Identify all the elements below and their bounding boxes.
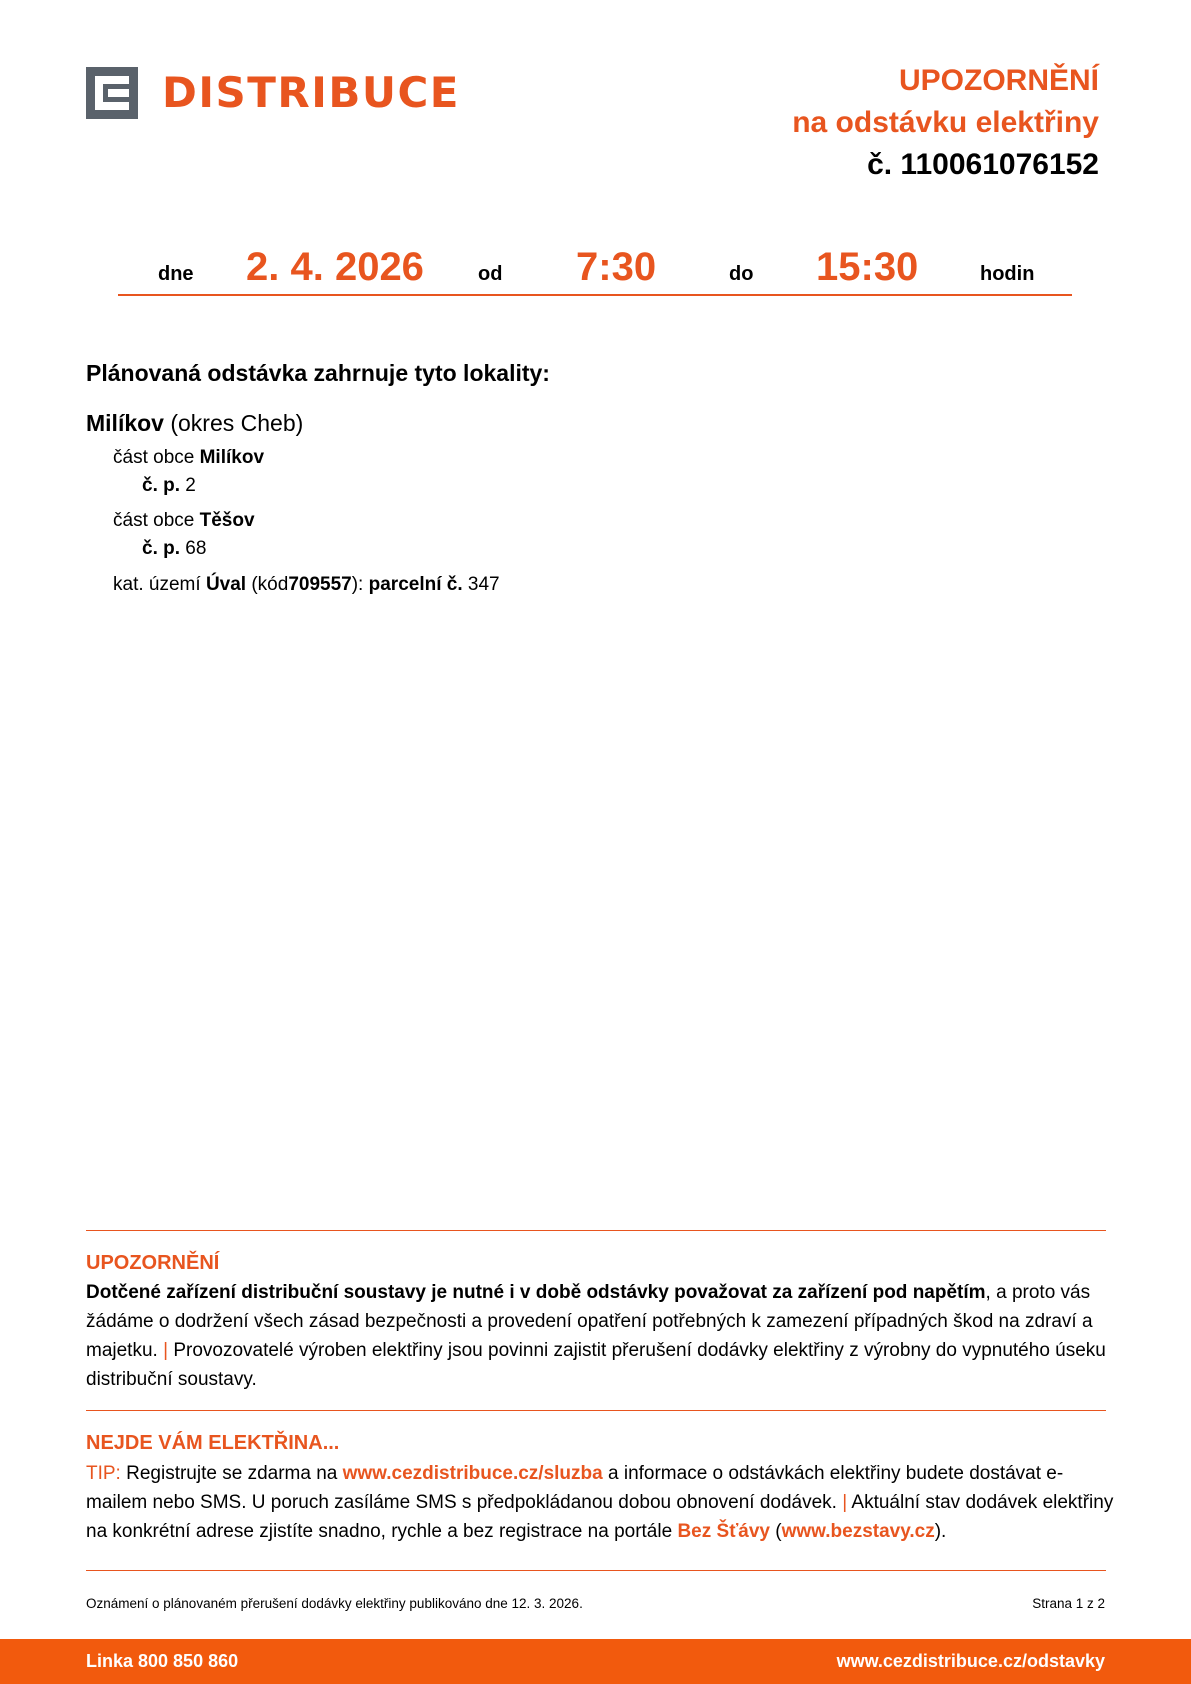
help-text: Registrujte se zdarma na	[126, 1463, 338, 1484]
town-line	[86, 410, 303, 437]
cp-label: č. p.	[142, 475, 181, 496]
company-logo	[86, 67, 460, 119]
notice-number: č. 110061076152	[867, 148, 1099, 181]
separator: |	[842, 1492, 848, 1513]
locations-heading: Plánovaná odstávka zahrnuje tyto lokality:	[86, 360, 550, 386]
town-name: Milíkov	[86, 410, 164, 436]
code-open: (kód	[251, 574, 289, 595]
cadastral-line	[113, 574, 500, 596]
outage-date: 2. 4. 2026	[246, 245, 424, 289]
warning-text: , a proto vás žádáme o dodržení všech zásad bezpečnosti a provedení opatření potřebných k zamezení případných škod na zdraví a majetku.	[86, 1282, 1093, 1361]
parcel-label: parcelní č.	[368, 574, 463, 595]
footer-bar	[0, 1639, 1191, 1684]
paren-close: ).	[934, 1521, 947, 1542]
cez-logo-icon	[86, 67, 138, 119]
hotline: Linka 800 850 860	[86, 1651, 239, 1671]
warning-title: UPOZORNĚNÍ	[86, 1252, 220, 1274]
help-text-3: Aktuální stav dodávek elektřiny na konkrétní adrese zjistíte snadno, rychle a bez registrace na portále	[86, 1492, 1114, 1542]
warning-text-2: Provozovatelé výroben elektřiny jsou povinni zajistit přerušení dodávky elektřiny z výrobny do vypnutého úseku distribuční soustavy.	[86, 1340, 1106, 1390]
cp-value: 68	[185, 538, 207, 559]
cadastral-prefix: kat. území	[113, 574, 201, 595]
from-label: od	[478, 263, 503, 285]
notice-title: UPOZORNĚNÍ	[898, 64, 1099, 97]
part-prefix: část obce	[113, 447, 195, 468]
cp-label: č. p.	[142, 538, 181, 559]
cp-value: 2	[185, 475, 196, 496]
publication-note: Oznámení o plánovaném přerušení dodávky elektřiny publikováno dne 12. 3. 2026.	[86, 1596, 583, 1611]
divider	[86, 1410, 1106, 1411]
help-body	[86, 1459, 1116, 1546]
divider	[86, 1230, 1106, 1231]
part-prefix: část obce	[113, 510, 195, 531]
tip-label: TIP:	[86, 1463, 121, 1484]
notice-subtitle: na odstávku elektřiny	[792, 106, 1099, 139]
warning-bold-text: Dotčené zařízení distribuční soustavy je nutné i v době odstávky považovat za zařízení pod napětím	[86, 1282, 986, 1303]
outages-website-link[interactable]: www.cezdistribuce.cz/odstavky	[836, 1651, 1105, 1671]
house-number-2	[142, 538, 206, 560]
outage-schedule	[118, 242, 1072, 296]
brand-name: DISTRIBUCE	[162, 68, 460, 117]
separator: |	[163, 1340, 169, 1361]
cadastral-code: 709557	[288, 574, 352, 595]
town-district: (okres Cheb)	[170, 410, 304, 436]
parcel-value: 347	[467, 574, 500, 595]
part-name: Milíkov	[199, 447, 265, 468]
code-close: ):	[351, 574, 364, 595]
cadastral-name: Úval	[205, 574, 247, 595]
help-text-2: a informace o odstávkách elektřiny budete dostávat e-mailem nebo SMS. U poruch zasíláme SMS s předpokládanou dobou obnovení dodávek.	[86, 1463, 1064, 1513]
warning-body	[86, 1278, 1116, 1394]
portal-name: Bez Šťávy	[677, 1521, 770, 1542]
bezstavy-link[interactable]: www.bezstavy.cz	[781, 1521, 935, 1542]
end-time: 15:30	[816, 245, 919, 289]
house-number-1	[142, 475, 196, 497]
paren-open: (	[775, 1521, 782, 1542]
divider	[86, 1570, 1106, 1571]
page-indicator: Strana 1 z 2	[1032, 1596, 1105, 1611]
part-of-village-2	[113, 510, 255, 532]
help-title: NEJDE VÁM ELEKTŘINA...	[86, 1432, 340, 1454]
hours-label: hodin	[980, 263, 1035, 285]
part-name: Těšov	[199, 510, 255, 531]
registration-link[interactable]: www.cezdistribuce.cz/sluzba	[342, 1463, 603, 1484]
to-label: do	[729, 263, 754, 285]
start-time: 7:30	[576, 245, 657, 289]
notice-header	[792, 60, 1099, 186]
date-label: dne	[158, 263, 194, 285]
part-of-village-1	[113, 447, 264, 469]
